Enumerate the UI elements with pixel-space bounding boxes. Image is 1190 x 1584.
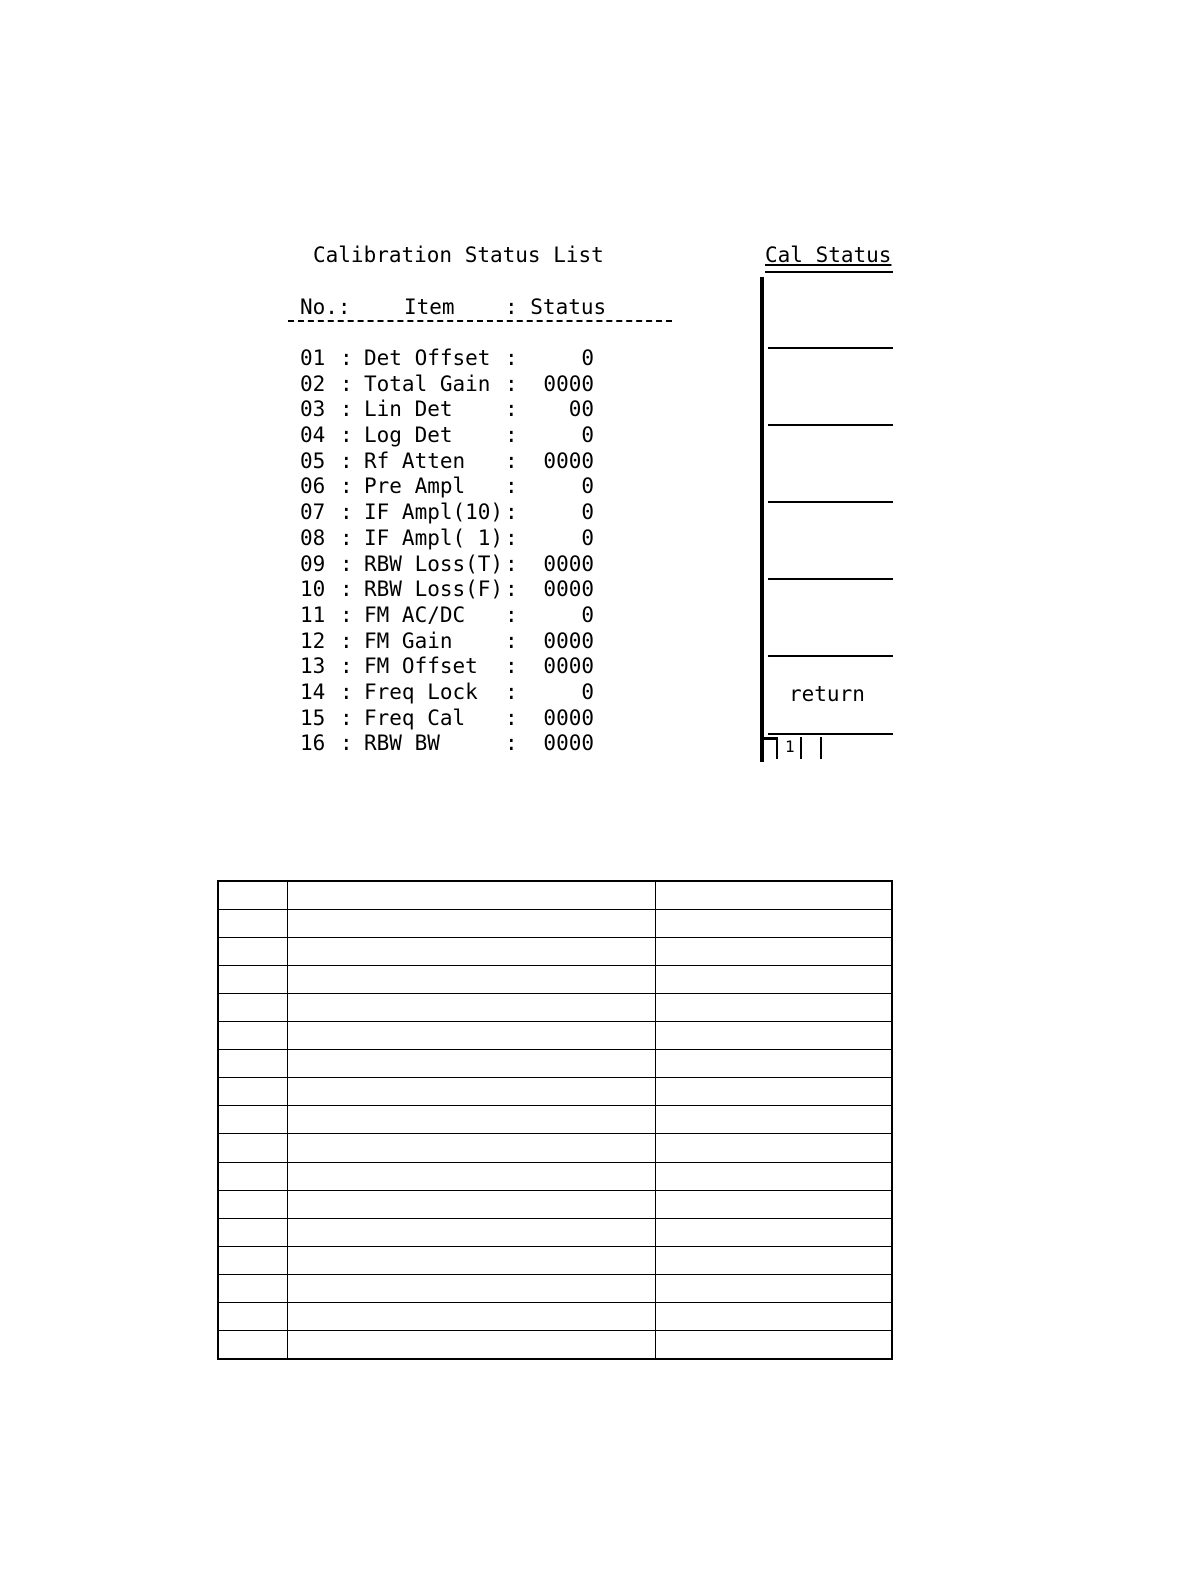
softkey-3[interactable]: [768, 501, 893, 503]
row-status-value: 0: [581, 474, 594, 499]
table-row: [218, 1190, 892, 1218]
table-cell: [218, 1106, 287, 1134]
row-item: RBW BW: [364, 731, 440, 756]
table-cell: [656, 1190, 892, 1218]
table-cell: [218, 1190, 287, 1218]
table-row: [218, 965, 892, 993]
row-separator: :: [505, 346, 518, 370]
return-softkey[interactable]: return: [789, 682, 865, 706]
table-row: [218, 881, 892, 909]
row-number: 04: [300, 423, 326, 448]
table-cell: [218, 1162, 287, 1190]
row-status-value: 0000: [543, 448, 594, 473]
row-number: 07: [300, 500, 326, 525]
table-cell: [218, 1050, 287, 1078]
row-status-value: 0000: [543, 577, 594, 602]
table-cell: [656, 1303, 892, 1331]
row-status-value: 0000: [543, 628, 594, 653]
softkey-4[interactable]: [768, 578, 893, 580]
row-separator: :: [505, 577, 518, 602]
table-row: [218, 1106, 892, 1134]
row-separator: :: [505, 628, 518, 653]
table-cell: [287, 1218, 656, 1246]
table-cell: [656, 1246, 892, 1274]
table-cell: [656, 965, 892, 993]
row-separator: :: [340, 602, 353, 627]
table-row: [218, 1134, 892, 1162]
row-number: 08: [300, 525, 326, 550]
row-item: Pre Ampl: [364, 474, 466, 499]
row-status-value: 0000: [543, 731, 594, 756]
row-separator: :: [340, 628, 353, 653]
table-row: [218, 1050, 892, 1078]
row-item: RBW Loss(F): [364, 577, 504, 602]
row-number: 11: [300, 602, 326, 627]
row-separator: :: [505, 525, 518, 550]
table-cell: [218, 1331, 287, 1359]
row-separator: :: [340, 654, 353, 679]
row-separator: :: [340, 525, 353, 550]
table-cell: [656, 1106, 892, 1134]
row-item: Freq Cal: [364, 705, 466, 730]
table-cell: [218, 1218, 287, 1246]
row-number: 01: [300, 346, 326, 370]
row-separator: :: [340, 577, 353, 602]
row-status-value: 0: [581, 500, 594, 525]
screen-title: Calibration Status List: [313, 243, 604, 267]
row-number: 13: [300, 654, 326, 679]
row-separator: :: [340, 474, 353, 499]
row-status-value: 0000: [543, 371, 594, 396]
softkey-panel: [760, 240, 896, 765]
row-separator: :: [340, 731, 353, 756]
row-separator: :: [505, 679, 518, 704]
row-item: FM Gain: [364, 628, 453, 653]
table-cell: [218, 881, 287, 909]
page-tick-mid: [800, 737, 802, 759]
table-cell: [656, 909, 892, 937]
row-status-value: 0: [581, 602, 594, 627]
table-cell: [287, 881, 656, 909]
table-cell: [287, 1275, 656, 1303]
row-separator: :: [505, 602, 518, 627]
row-separator: :: [505, 423, 518, 448]
table-cell: [287, 1106, 656, 1134]
table-row: [218, 1022, 892, 1050]
table-cell: [656, 1162, 892, 1190]
table-cell: [656, 937, 892, 965]
table-row: [218, 1218, 892, 1246]
softkey-title: Cal Status: [765, 243, 892, 267]
row-separator: :: [505, 397, 518, 422]
table-cell: [656, 1022, 892, 1050]
table-cell: [218, 1134, 287, 1162]
table-cell: [656, 1078, 892, 1106]
row-separator: :: [340, 423, 353, 448]
table-cell: [287, 937, 656, 965]
softkey-1[interactable]: [768, 347, 893, 349]
row-separator: :: [340, 346, 353, 370]
table-cell: [287, 1303, 656, 1331]
table-row: [218, 1275, 892, 1303]
table-row: [218, 1162, 892, 1190]
header-status: : Status: [505, 295, 607, 319]
row-separator: :: [340, 448, 353, 473]
table-cell: [287, 993, 656, 1021]
table-cell: [287, 1078, 656, 1106]
softkey-bottom-rule: [768, 733, 893, 735]
table-cell: [656, 1134, 892, 1162]
row-separator: :: [340, 705, 353, 730]
table-row: [218, 909, 892, 937]
row-item: FM Offset: [364, 654, 478, 679]
row-number: 05: [300, 448, 326, 473]
table-row: [218, 1246, 892, 1274]
table-cell: [287, 1022, 656, 1050]
table-cell: [287, 909, 656, 937]
table-row: [218, 993, 892, 1021]
softkey-2[interactable]: [768, 424, 893, 426]
table-cell: [218, 1246, 287, 1274]
page-tick-right: [820, 737, 822, 759]
row-number: 12: [300, 628, 326, 653]
row-item: IF Ampl( 1): [364, 525, 504, 550]
table-cell: [656, 1331, 892, 1359]
table-cell: [218, 993, 287, 1021]
table-cell: [218, 937, 287, 965]
row-item: Lin Det: [364, 397, 453, 422]
table-cell: [656, 993, 892, 1021]
row-item: IF Ampl(10): [364, 500, 504, 525]
table-cell: [656, 1218, 892, 1246]
table-cell: [656, 1050, 892, 1078]
row-status-value: 0000: [543, 551, 594, 576]
row-item: FM AC/DC: [364, 602, 466, 627]
table-cell: [287, 1134, 656, 1162]
table-cell: [287, 1050, 656, 1078]
row-separator: :: [340, 397, 353, 422]
row-separator: :: [505, 731, 518, 756]
row-number: 15: [300, 705, 326, 730]
row-status-value: 0000: [543, 705, 594, 730]
page-indicator: 1: [785, 737, 795, 756]
row-status-value: 00: [568, 397, 594, 422]
row-separator: :: [505, 500, 518, 525]
table-cell: [287, 965, 656, 993]
row-status-value: 0: [581, 346, 594, 370]
row-number: 02: [300, 371, 326, 396]
row-number: 10: [300, 577, 326, 602]
table-row: [218, 1078, 892, 1106]
header-divider: [288, 320, 672, 322]
table-cell: [656, 881, 892, 909]
row-item: RBW Loss(T): [364, 551, 504, 576]
table-cell: [287, 1246, 656, 1274]
table-cell: [287, 1331, 656, 1359]
row-number: 09: [300, 551, 326, 576]
row-status-value: 0: [581, 423, 594, 448]
table-cell: [218, 1275, 287, 1303]
softkey-title-rule: [765, 271, 893, 273]
row-number: 03: [300, 397, 326, 422]
row-item: Freq Lock: [364, 679, 478, 704]
page-tick-left: [776, 737, 778, 759]
row-number: 16: [300, 731, 326, 756]
table-cell: [218, 1303, 287, 1331]
row-separator: :: [340, 500, 353, 525]
row-separator: :: [505, 474, 518, 499]
row-status-value: 0000: [543, 654, 594, 679]
table-cell: [287, 1162, 656, 1190]
table-cell: [656, 1275, 892, 1303]
table-cell: [218, 965, 287, 993]
row-status-value: 0: [581, 525, 594, 550]
table-cell: [287, 1190, 656, 1218]
record-table: [217, 880, 893, 1360]
row-status-value: 0: [581, 679, 594, 704]
row-separator: :: [505, 551, 518, 576]
row-item: Det Offset: [364, 346, 491, 370]
row-separator: :: [340, 371, 353, 396]
table-row: [218, 1331, 892, 1359]
row-separator: :: [505, 654, 518, 679]
row-number: 14: [300, 679, 326, 704]
table-cell: [218, 1078, 287, 1106]
table-cell: [218, 909, 287, 937]
row-item: Rf Atten: [364, 448, 466, 473]
row-separator: :: [340, 679, 353, 704]
row-separator: :: [505, 371, 518, 396]
header-no: No.:: [300, 295, 351, 319]
table-row: [218, 937, 892, 965]
row-separator: :: [505, 448, 518, 473]
softkey-frame: [760, 277, 764, 762]
row-item: Total Gain: [364, 371, 491, 396]
row-number: 06: [300, 474, 326, 499]
header-item: Item: [404, 295, 455, 319]
softkey-5[interactable]: [768, 655, 893, 657]
row-separator: :: [505, 705, 518, 730]
row-separator: :: [340, 551, 353, 576]
row-item: Log Det: [364, 423, 453, 448]
table-row: [218, 1303, 892, 1331]
table-cell: [218, 1022, 287, 1050]
instrument-screen: [286, 240, 896, 765]
